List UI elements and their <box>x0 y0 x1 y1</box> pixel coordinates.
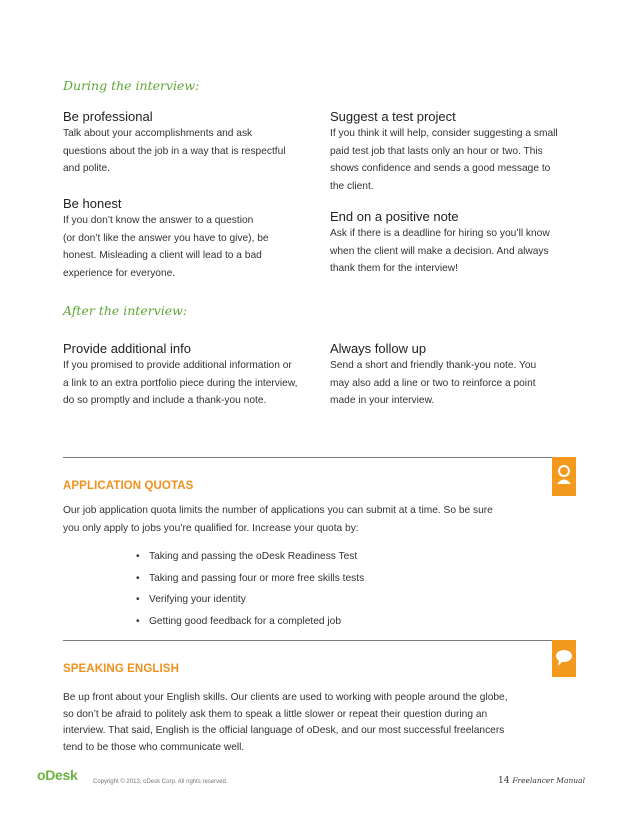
tip-line: Ask if there is a deadline for hiring so you’ll know <box>330 228 550 239</box>
tip-line: If you don’t know the answer to a question <box>63 215 254 226</box>
tip-body <box>63 212 318 282</box>
tip-follow-up <box>330 341 590 410</box>
section-divider <box>63 457 576 458</box>
tip-line: honest. Misleading a client will lead to a bad <box>63 250 262 261</box>
body-line: Our job application quota limits the number of applications you can submit at a time. So be sure <box>63 505 493 516</box>
english-title: SPEAKING ENGLISH <box>63 663 179 675</box>
tip-line: thank them for the interview! <box>330 263 458 274</box>
tip-provide-info <box>63 341 323 410</box>
tip-line: Send a short and friendly thank-you note. You <box>330 360 537 371</box>
section-divider <box>63 640 576 641</box>
english-tab <box>552 640 576 677</box>
english-body <box>63 690 563 756</box>
tip-heading: Provide additional info <box>63 341 191 356</box>
tip-line: Talk about your accomplishments and ask <box>63 128 253 139</box>
tip-line: questions about the job in a way that is respectful <box>63 145 286 157</box>
tip-body <box>330 357 590 410</box>
tip-body <box>330 225 590 278</box>
tip-body <box>330 125 590 195</box>
tip-end-positive <box>330 209 590 278</box>
list-item: • Taking and passing four or more free skills tests <box>136 568 456 590</box>
tip-line: and polite. <box>63 163 111 174</box>
after-interview-title: After the interview: <box>63 303 188 318</box>
tip-heading: Always follow up <box>330 341 427 356</box>
body-line: you only apply to jobs you’re qualified for. Increase your quota by: <box>63 522 359 534</box>
tip-be-honest <box>63 196 318 282</box>
during-interview-title: During the interview: <box>63 78 200 93</box>
quotas-body <box>63 502 563 537</box>
page-number: 14 <box>498 776 510 786</box>
tip-line: If you promised to provide additional information or <box>63 360 292 371</box>
tip-line: made in your interview. <box>330 395 435 406</box>
manual-name: Freelancer Manual <box>512 776 585 785</box>
tip-line: may also add a line or two to reinforce a point <box>330 377 536 389</box>
speech-bubble-icon <box>552 644 576 674</box>
tip-line: do so promptly and include a thank-you note. <box>63 395 267 406</box>
tip-line: shows confidence and sends a good message to <box>330 163 551 174</box>
tip-body <box>63 357 323 410</box>
quotas-tab <box>552 457 576 496</box>
body-line: interview. That said, English is the official language of oDesk, and our most successful freelancers <box>63 725 505 736</box>
body-line: so don’t be afraid to politely ask them to speak a little slower or repeat their question during an <box>63 708 488 720</box>
tip-be-professional <box>63 109 318 178</box>
body-line: tend to be those who communicate well. <box>63 741 245 753</box>
tip-line: when the client will make a decision. And always <box>330 245 549 257</box>
copyright-text: Copyright © 2013, oDesk Corp. All rights reserved. <box>93 779 228 785</box>
quota-bullet-list <box>136 546 456 632</box>
odesk-logo: oDesk <box>37 767 78 783</box>
tip-suggest-test-project <box>330 109 590 195</box>
list-item: • Taking and passing the oDesk Readiness Test <box>136 546 456 568</box>
tip-line: a link to an extra portfolio piece during the interview, <box>63 377 298 389</box>
tip-line: experience for everyone. <box>63 267 176 279</box>
quotas-title: APPLICATION QUOTAS <box>63 480 194 492</box>
tip-body <box>63 125 318 178</box>
tip-line: the client. <box>330 180 374 192</box>
body-line: Be up front about your English skills. Our clients are used to working with people around the globe, <box>63 692 508 703</box>
page-footer-right <box>498 776 585 786</box>
tip-line: paid test job that lasts only an hour or two. This <box>330 145 543 157</box>
tip-line: If you think it will help, consider suggesting a small <box>330 128 558 139</box>
list-item: • Getting good feedback for a completed job <box>136 611 456 633</box>
person-icon <box>552 460 576 492</box>
tip-line: (or don’t like the answer you have to give), be <box>63 232 269 244</box>
tip-heading: Suggest a test project <box>330 109 456 124</box>
list-item: • Verifying your identity <box>136 589 456 611</box>
tip-heading: Be honest <box>63 196 122 211</box>
tip-heading: Be professional <box>63 109 153 124</box>
tip-heading: End on a positive note <box>330 209 459 224</box>
